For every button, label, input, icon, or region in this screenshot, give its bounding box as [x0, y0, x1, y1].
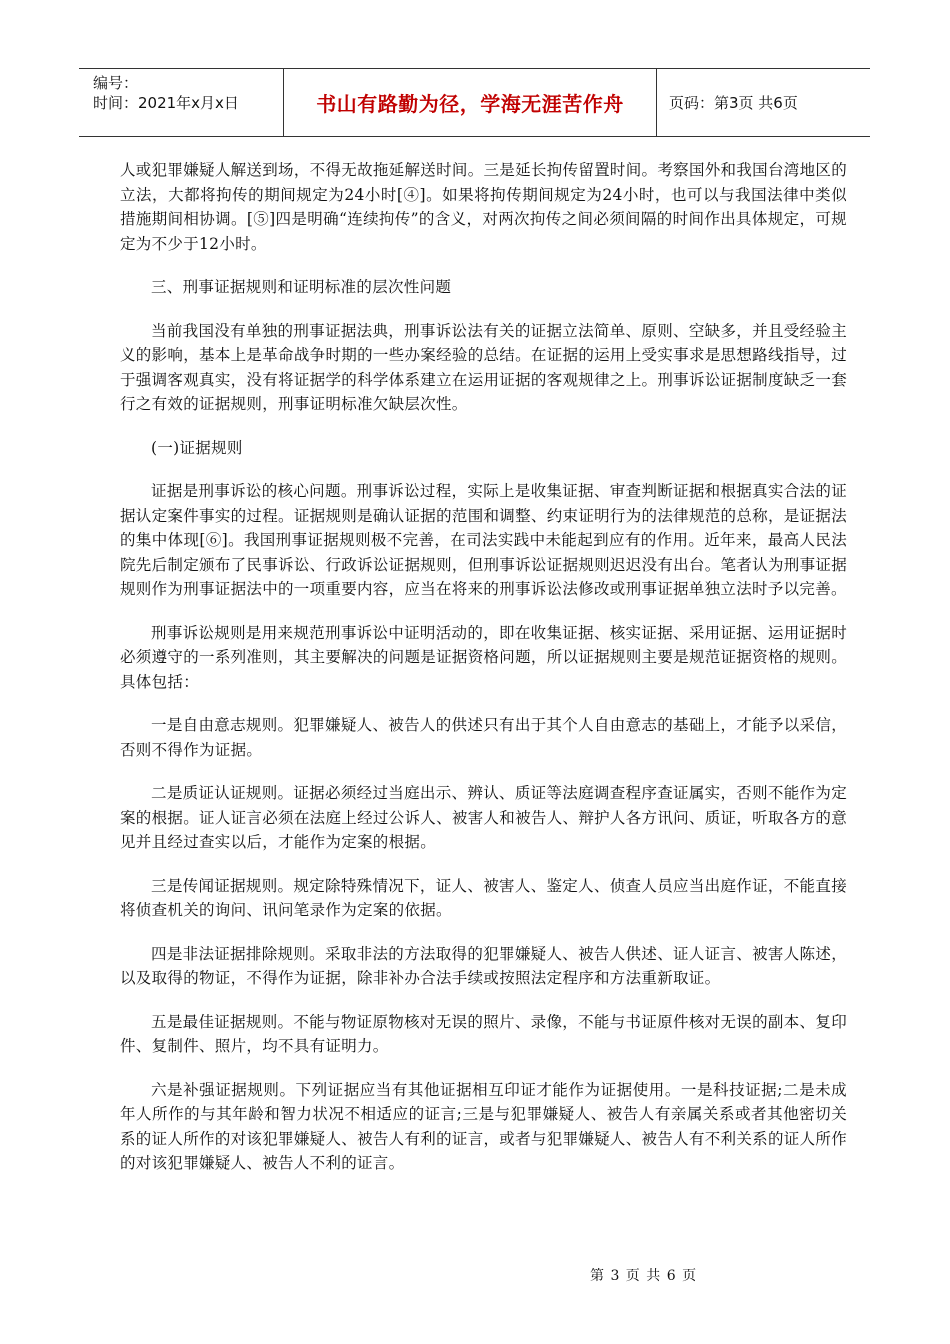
paragraph: 证据是刑事诉讼的核心问题。刑事诉讼过程，实际上是收集证据、审查判断证据和根据真实合法的证据认定案件事实的过程。证据规则是确认证据的范围和调整、约束证明行为的法律规范的总称，是证据法的集中体现[⑥]。我国刑事证据规则极不完善，在司法实践中未能起到应有的作用。近年来，最高人民法院先后制定颁布了民事诉讼、行政诉讼证据规则，但刑事诉讼证据规则迟迟没有出台。笔者认为刑事证据规则作为刑事证据法中的一项重要内容，应当在将来的刑事诉讼法修改或刑事证据单独立法时予以完善。 [120, 482, 847, 598]
paragraph: 一是自由意志规则。犯罪嫌疑人、被告人的供述只有出于其个人自由意志的基础上，才能予以采信，否则不得作为证据。 [120, 716, 847, 759]
paragraph: 六是补强证据规则。下列证据应当有其他证据相互印证才能作为证据使用。一是科技证据;二是未成年人所作的与其年龄和智力状况不相适应的证言;三是与犯罪嫌疑人、被告人有亲属关系或者其他密切关系的证人所作的对该犯罪嫌疑人、被告人有利的证言，或者与犯罪嫌疑人、被告人有不利关系的证人所作的对该犯罪嫌疑人、被告人不利的证言。 [120, 1080, 847, 1172]
paragraph: 人或犯罪嫌疑人解送到场，不得无故拖延解送时间。三是延长拘传留置时间。考察国外和我国台湾地区的立法，大都将拘传的期间规定为24小时[④]。如果将拘传期间规定为24小时，也可以与我国法律中类似措施期间相协调。[⑤]四是明确“连续拘传”的含义，对两次拘传之间必须间隔的时间作出具体规定，可规定为不少于12小时。 [120, 161, 847, 253]
page-header [79, 68, 870, 137]
paragraph: 刑事诉讼规则是用来规范刑事诉讼中证明活动的，即在收集证据、核实证据、采用证据、运用证据时必须遵守的一系列准则，其主要解决的问题是证据资格问题，所以证据规则主要是规范证据资格的规则。具体包括： [120, 623, 847, 691]
paragraph: 当前我国没有单独的刑事证据法典，刑事诉讼法有关的证据立法简单、原则、空缺多，并且受经验主义的影响，基本上是革命战争时期的一些办案经验的总结。在证据的运用上受实事求是思想路线指导，过于强调客观真实，没有将证据学的科学体系建立在运用证据的客观规律之上。刑事诉讼证据制度缺乏一套行之有效的证据规则，刑事证明标准欠缺层次性。 [120, 321, 847, 413]
code-label: 编号： [93, 74, 139, 92]
paragraph: 五是最佳证据规则。不能与物证原物核对无误的照片、录像，不能与书证原件核对无误的副本、复印件、复制件、照片，均不具有证明力。 [120, 1012, 847, 1055]
section-heading: 三、刑事证据规则和证明标准的层次性问题 [151, 278, 452, 296]
header-meta [79, 69, 284, 136]
page-footer: 第 3 页 共 6 页 [590, 1268, 698, 1284]
subsection-heading: (一)证据规则 [151, 438, 243, 457]
header-page-info: 页码：第3页 共6页 [669, 94, 798, 112]
paragraph: 四是非法证据排除规则。采取非法的方法取得的犯罪嫌疑人、被告人供述、证人证言、被害人陈述，以及取得的物证，不得作为证据，除非补办合法手续或按照法定程序和方法重新取证。 [120, 944, 847, 987]
header-motto: 书山有路勤为径，学海无涯苦作舟 [284, 69, 657, 136]
document-body [120, 158, 847, 1195]
paragraph: 三是传闻证据规则。规定除特殊情况下，证人、被害人、鉴定人、侦查人员应当出庭作证，不能直接将侦查机关的询问、讯问笔录作为定案的依据。 [120, 876, 847, 919]
paragraph: 二是质证认证规则。证据必须经过当庭出示、辨认、质证等法庭调查程序查证属实，否则不能作为定案的根据。证人证言必须在法庭上经过公诉人、被害人和被告人、辩护人各方讯问、质证，听取各方的意见并且经过查实以后，才能作为定案的根据。 [120, 784, 847, 851]
time-label: 时间：2021年x月x日 [93, 94, 239, 112]
